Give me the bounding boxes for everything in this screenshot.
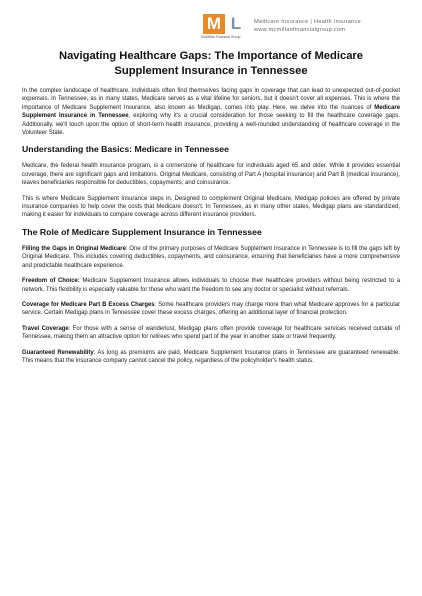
item-text: Medicare Supplement Insurance allows individuals to choose their healthcare providers without being restricted to a network. This flexibility is especially valuable for those who want the freedom to see any doctor or specialist without referrals. [22, 278, 400, 293]
page-header [22, 0, 400, 48]
section-heading-basics: Understanding the Basics: Medicare in Tennessee [22, 144, 229, 155]
item-guaranteed-renewability [22, 349, 400, 366]
item-freedom-of-choice [22, 277, 400, 294]
header-info-line-2: www.mcmillanfinancialgroup.com [254, 27, 346, 33]
paragraph-medicare-basics: Medicare, the federal health insurance program, is a cornerstone of healthcare for individuals aged 65 and older. While it provides essential coverage, there are significant gaps and limitations. Original Medicare, consisting of Part A (hospital insurance) and Part B (medical insurance), leaves beneficiaries responsible for deductibles, copayments, and coinsurance. [22, 163, 400, 187]
logo-mark [203, 14, 247, 34]
intro-keyword: Medicare Supplement Insurance in Tennessee [22, 104, 400, 120]
item-travel-coverage [22, 325, 400, 342]
item-separator: : [154, 301, 159, 308]
intro-text-2: , exploring why it's a crucial consideration for those seeking to fill the healthcare coverage gaps. Additionally, we'll touch upon the option of short-term health insurance, providing a well-rounded understanding of healthcare coverage in the Volunteer State. [22, 113, 400, 137]
item-separator: : [125, 245, 130, 252]
item-label: Filling the Gaps in Original Medicare [22, 245, 126, 252]
logo-letter-l: L [230, 14, 242, 33]
company-logo [203, 14, 247, 40]
item-label: Guaranteed Renewability [22, 349, 94, 356]
section-heading-role: The Role of Medicare Supplement Insurance in Tennessee [22, 226, 262, 237]
document-body [22, 87, 400, 372]
title-block [22, 49, 400, 79]
item-text: For those with a sense of wanderlust, Medigap plans often provide coverage for healthcare services received outside of Tennessee, making them an attractive option for retirees who spend part of the year in another state or travel frequently. [22, 325, 400, 341]
item-separator: : [68, 325, 73, 332]
item-filling-gaps [22, 245, 400, 270]
intro-text-1: In the complex landscape of healthcare, individuals often find themselves facing gaps in coverage that can lead to unexpected out-of-pocket expenses. In Tennessee, as in many states, Medicare serves as a vital lifeline for seniors, but it doesn't cover all expenses. This is where the importance of Medicare Supplement Insurance, also known as Medigap, comes into play. Here, we delve into the nuances of [22, 88, 400, 111]
item-separator: : [93, 349, 98, 356]
item-text: One of the primary purposes of Medicare Supplement Insurance in Tennessee is to fill the gaps left by Original Medicare. This includes covering deductibles, copayments, and coinsurance, ensuring that beneficiaries have a more comprehensive and predictable healthcare experience. [22, 245, 400, 269]
item-excess-charges [22, 301, 400, 318]
item-text: Some healthcare providers may charge more than what Medicare approves for a particular service. Certain Medigap plans in Tennessee cover these excess charges, offering an additional layer of financial protection. [22, 301, 400, 317]
item-label: Freedom of Choice: [22, 278, 80, 285]
document-title: Navigating Healthcare Gaps: The Importance of Medicare Supplement Insurance in Tennessee [58, 50, 363, 77]
intro-paragraph [22, 87, 400, 137]
item-label: Travel Coverage [22, 325, 69, 332]
item-text: As long as premiums are paid, Medicare Supplement Insurance plans in Tennessee are guaranteed renewable. This means that the insurance company cannot cancel the policy, regardless of the policyholder's health status. [22, 349, 400, 364]
logo-caption: McMillan Financial Group [201, 35, 241, 39]
item-label: Coverage for Medicare Part B Excess Charges [22, 301, 155, 308]
header-contact-info [254, 18, 422, 34]
header-info-line-1: Medicare Insurance | Health Insurance [254, 19, 362, 25]
paragraph-medigap-intro: This is where Medicare Supplement Insurance steps in. Designed to complement Original Medicare, Medigap policies are offered by private insurance companies to help cover the costs that Medicare doesn't. In Tennessee, as in many other states, Medigap plans are standardized, making it easier for individuals to compare coverage across different insurance providers. [22, 195, 400, 219]
logo-letter-m: M [203, 14, 225, 34]
